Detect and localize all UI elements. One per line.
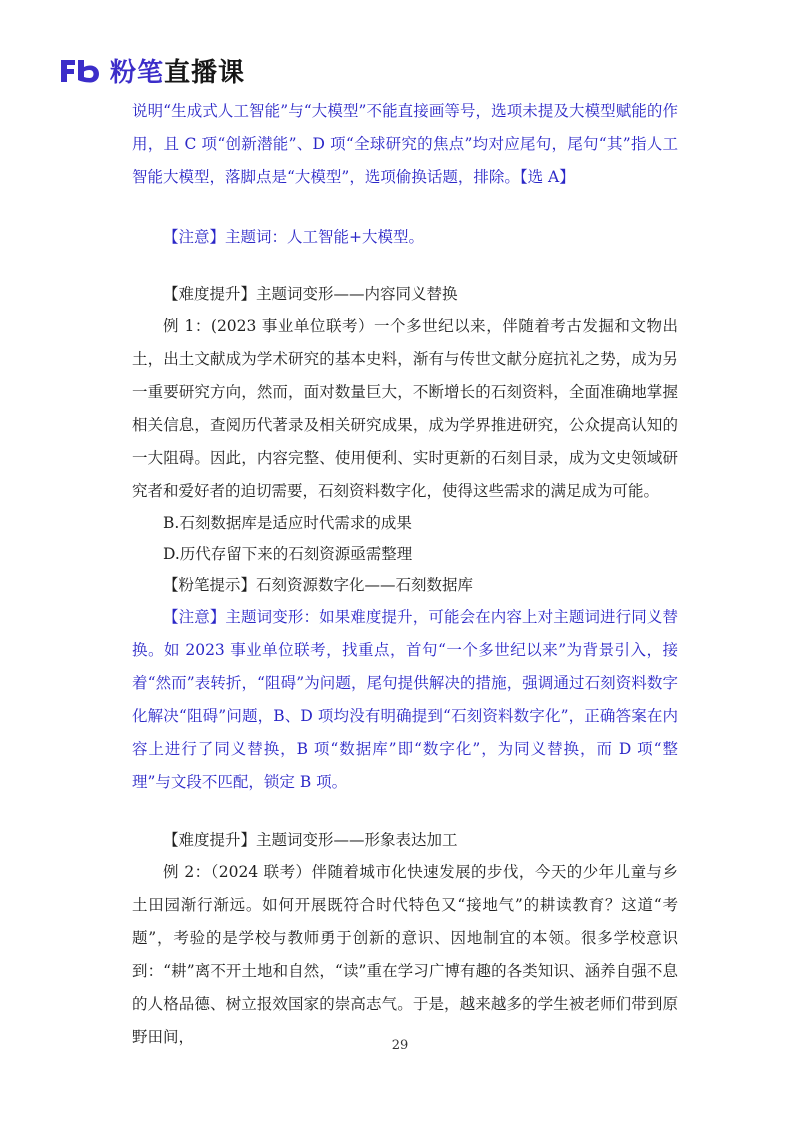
section1-example: 例 1：(2023 事业单位联考）一个多世纪以来，伴随着考古发掘和文物出土，出土文献成为学术研究的基本史料，渐有与传世文献分庭抗礼之势，成为另一重要研究方向，然而，面对数量巨大，不断增长的石刻资料，全面准确地掌握相关信息，查阅历代著录及相关研究成果，成为学界推进研究，公众提高认知的一大阻碍。因此，内容完整、使用便利、实时更新的石刻目录，成为文史领域研究者和爱好者的迫切需要，石刻资料数字化，使得这些需求的满足成为可能。 xyxy=(132,317,678,500)
page-content xyxy=(132,95,678,1054)
section2-example: 例 2：（2024 联考）伴随着城市化快速发展的步伐，今天的少年儿童与乡土田园渐行渐远。如何开展既符合时代特色又“接地气”的耕读教育？这道“考题”，考验的是学校与教师勇于创新的意识、因地制宜的本领。很多学校意识到：“耕”离不开土地和自然，“读”重在学习广博有趣的各类知识、涵养自强不息的人格品德、树立报效国家的崇高志气。于是，越来越多的学生被老师们带到原野田间， xyxy=(132,863,678,1046)
section2-heading: 【难度提升】主题词变形——形象表达加工 xyxy=(163,831,458,849)
fenbi-hint: 【粉笔提示】石刻资源数字化——石刻数据库 xyxy=(163,576,474,594)
top-paragraph: 说明“生成式人工智能”与“大模型”不能直接画等号，选项未提及大模型赋能的作用，且 C 项“创新潜能”、D 项“全球研究的焦点”均对应尾句，尾句“其”指人工智能大模型，落脚点是“大模型”，选项偷换话题，排除。【选 A】 xyxy=(132,102,678,186)
brand-part1: 粉笔 xyxy=(110,58,165,88)
brand-name xyxy=(110,52,245,89)
option-d: D.历代存留下来的石刻资源亟需整理 xyxy=(163,545,413,563)
page-number: 29 xyxy=(391,1038,409,1053)
fenbi-logo-icon xyxy=(58,57,102,85)
brand-part2: 直播课 xyxy=(164,58,246,88)
option-b: B.石刻数据库是适应时代需求的成果 xyxy=(163,514,412,532)
section1-heading: 【难度提升】主题词变形——内容同义替换 xyxy=(163,285,458,303)
page-header xyxy=(58,52,245,89)
note-keyword: 【注意】主题词：人工智能+大模型。 xyxy=(163,228,424,246)
section1-note: 【注意】主题词变形：如果难度提升，可能会在内容上对主题词进行同义替换。如 2023 事业单位联考，找重点，首句“一个多世纪以来”为背景引入，接着“然而”表转折，“阻碍”为问题，尾句提供解决的措施，强调通过石刻资料数字化解决“阻碍”问题，B、D 项均没有明确提到“石刻资料数字化”，正确答案在内容上进行了同义替换，B 项“数据库”即“数字化”，为同义替换，而 D 项“整理”与文段不匹配，锁定 B 项。 xyxy=(132,608,678,791)
